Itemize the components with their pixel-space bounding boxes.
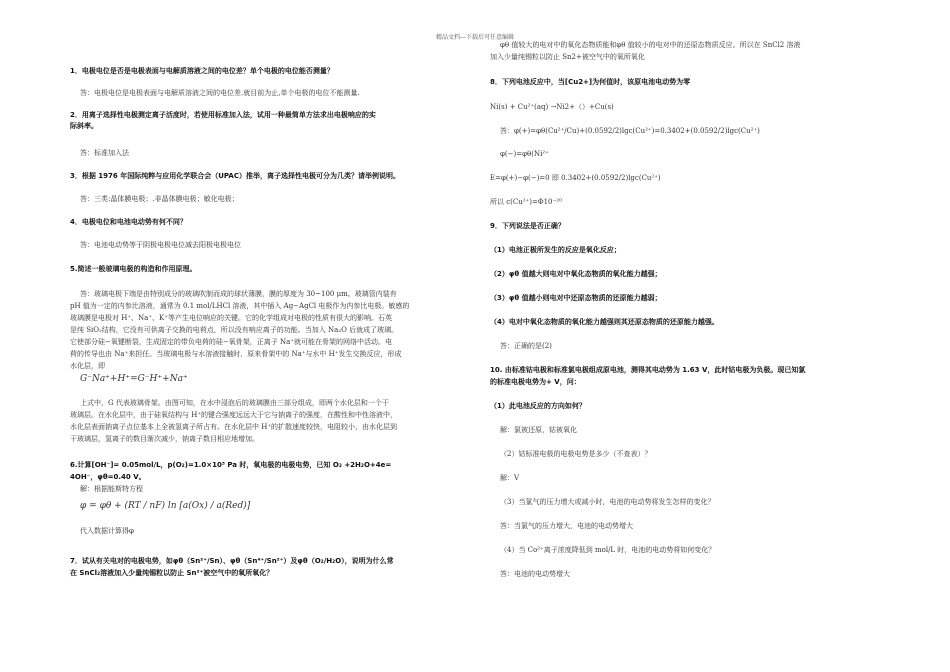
question-line: 9．下列说法是否正确？ [490, 222, 565, 230]
question-line: 7．试从有关电对的电极电势，如φθ（Sn²⁺/Sn）、φθ（Sn⁴⁺/Sn²⁺）及φθ（O₂/H₂O），说明为什么常 [70, 557, 394, 565]
answer-line: 答：φ(+)=φθ(Cu²⁺/Cu)+(0.0592/2)lgc(Cu²⁺)=0.3402+(0.0592/2)lgc(Cu²⁺) [500, 127, 760, 135]
question-line: 5.简述一般玻璃电极的构造和作用原理。 [70, 265, 197, 273]
answer-line: 荷的传导也由 Na⁺来担任。当玻璃电极与水溶液接触时，原来骨架中的 Na⁺与水中 H⁺发生交换反应，形成 [70, 350, 402, 358]
answer-line: 答：三类:晶体膜电极；.非晶体膜电极；敏化电极； [80, 195, 239, 203]
question-line: 2．用离子选择性电极测定离子活度时，若使用标准加入法，试用一种最简单方法求出电极响应的实 [70, 111, 376, 119]
answer-line: 答：标准加入法 [80, 149, 129, 157]
answer-line: 玻璃膜是电极对 H⁺、Na⁺、K⁺等产生电位响应的关键。它的化学组成对电极的性质有很大的影响。石英 [70, 314, 392, 322]
answer-line: 解：V [500, 474, 520, 482]
answer-line: pH 值为一定的内参比溶液，通常为 0.1 mol/LHCl 溶液，其中插入 Ag−AgCl 电极作为内参比电极。敏感的 [70, 302, 410, 310]
question-line: （2）φθ 值越大则电对中氧化态物质的氧化能力越强； [490, 270, 662, 278]
answer-line: 解：根据能斯特方程 [80, 485, 143, 493]
answer-line: 所以 c(Cu²⁺)=Φ10⁻²⁰ [490, 198, 562, 206]
page-header: 精品文档---下载后可任意编辑 [435, 34, 515, 41]
answer-line: 它使部分硅−氧键断裂，生成固定的带负电荷的硅−氧骨架，正离子 Na⁺就可能在骨架的网络中活动。电 [70, 338, 392, 346]
answer-line: 干玻璃层，氢离子的数目渐次减少，钠离子数目相应地增加。 [70, 435, 259, 443]
question-line: 在 SnCl₂溶液加入少量纯锡粒以防止 Sn²⁺被空气中的氧所氧化？ [70, 569, 274, 577]
answer-line: 答：正确的是(2) [500, 342, 552, 350]
answer-line: 答：玻璃电极下端是由特别成分的玻璃吹制而成的球状薄膜，膜的厚度为 30~100 μm。玻璃管内装有 [80, 290, 397, 298]
question-line: （1）电池正极所发生的反应是氧化反应； [490, 246, 621, 254]
question-line: 1．电极电位是否是电极表面与电解质溶液之间的电位差？单个电极的电位能否测量？ [70, 67, 334, 75]
answer-line: （4）当 Co²⁺离子浓度降低到 mol/L 时，电池的电动势将如何变化？ [500, 546, 716, 554]
answer-line: 答：电池电动势等于阴极电极电位减去阳极电极电位 [80, 241, 241, 249]
answer-line: 加入少量纯锡粒以防止 Sn2+被空气中的氧所氧化 [490, 53, 645, 61]
answer-line: 答：电池的电动势增大 [500, 570, 570, 578]
question-line: 6.计算[OH⁻]= 0.05mol/L，p(O₂)=1.0×10³ Pa 时，氧电极的电极电势，已知 O₂ +2H₂O+4e= [70, 461, 392, 469]
answer-line: Ni(s) + Cu²⁺(aq) →Ni2+（）+Cu(s) [490, 103, 614, 111]
question-line: 10. 由标准钴电极和标准氯电极组成原电池，测得其电动势为 1.63 V，此时钴电极为负极。现已知氯 [490, 366, 806, 374]
answer-line: φ(−)=φθ(Ni²⁺ [500, 150, 549, 158]
answer-line: 上式中，G 代表玻璃骨架。由图可知，在水中浸泡后的玻璃膜由三部分组成，即两个水化层和一个干 [80, 399, 389, 407]
equation-line: G⁻Na⁺+H⁺=G⁻H⁺+Na⁺ [80, 374, 188, 384]
answer-line: 解：氯被还原，钴被氧化 [500, 426, 577, 434]
answer-line: 玻璃层。在水化层中，由于硅氧结构与 H⁺的键合强度远远大于它与钠离子的强度，在酸性和中性溶液中， [70, 411, 398, 419]
answer-line: 答：当氯气的压力增大，电池的电动势增大 [500, 522, 633, 530]
question-line: 的标准电极电势为+ V，问： [490, 378, 581, 386]
question-line: 3．根据 1976 年国际纯粹与应用化学联合会（UPAC）推举，离子选择性电极可分为几类？请举例说明。 [70, 172, 400, 180]
equation-line: φ = φθ + (RT / nF) ln [a(Ox) / a(Red)] [80, 501, 251, 511]
question-line: 4．电极电位和电池电动势有何不同？ [70, 218, 187, 226]
answer-line: 答：电极电位是电极表面与电解质溶液之间的电位差.就目前为止,单个电极的电位不能测量. [80, 89, 360, 97]
answer-line: φθ 值较大的电对中的氧化态物质能和φθ 值较小的电对中的还原态物质反应。所以在 SnCl2 溶液 [500, 41, 801, 49]
answer-line: 代入数据计算得φ [80, 527, 134, 535]
question-line: 8．下列电池反应中，当[Cu2+]为何值时，该原电池电动势为零 [490, 78, 691, 86]
answer-line: 水化层表面钠离子点位基本上全被氢离子所占有。在水化层中 H⁺的扩散速度较快，电阻较小，由水化层到 [70, 423, 398, 431]
answer-line: 水化层，即 [70, 362, 105, 370]
answer-line: （2）钴标准电极的电极电势是多少（不查表）？ [500, 450, 652, 458]
question-line: 际斜率。 [70, 122, 98, 130]
question-line: 4OH⁻，φθ=0.40 V。 [70, 473, 146, 481]
question-line: （1）此电池反应的方向如何？ [490, 402, 586, 410]
answer-line: E=φ(+)−φ(−)=0 即 0.3402+(0.0592/2)lgc(Cu²⁺) [490, 174, 661, 182]
answer-line: （3）当氯气的压力增大或减小时，电池的电动势将发生怎样的变化？ [500, 498, 715, 506]
question-line: （4）电对中氧化态物质的氧化能力越强则其还原态物质的还原能力越强。 [490, 318, 719, 326]
answer-line: 是纯 SiO₂结构，它没有可供离子交换的电荷点，所以没有响应离子的功能。当加入 Na₂O 后就成了玻璃。 [70, 326, 399, 334]
question-line: （3）φθ 值越小则电对中还原态物质的还原能力越弱； [490, 294, 662, 302]
